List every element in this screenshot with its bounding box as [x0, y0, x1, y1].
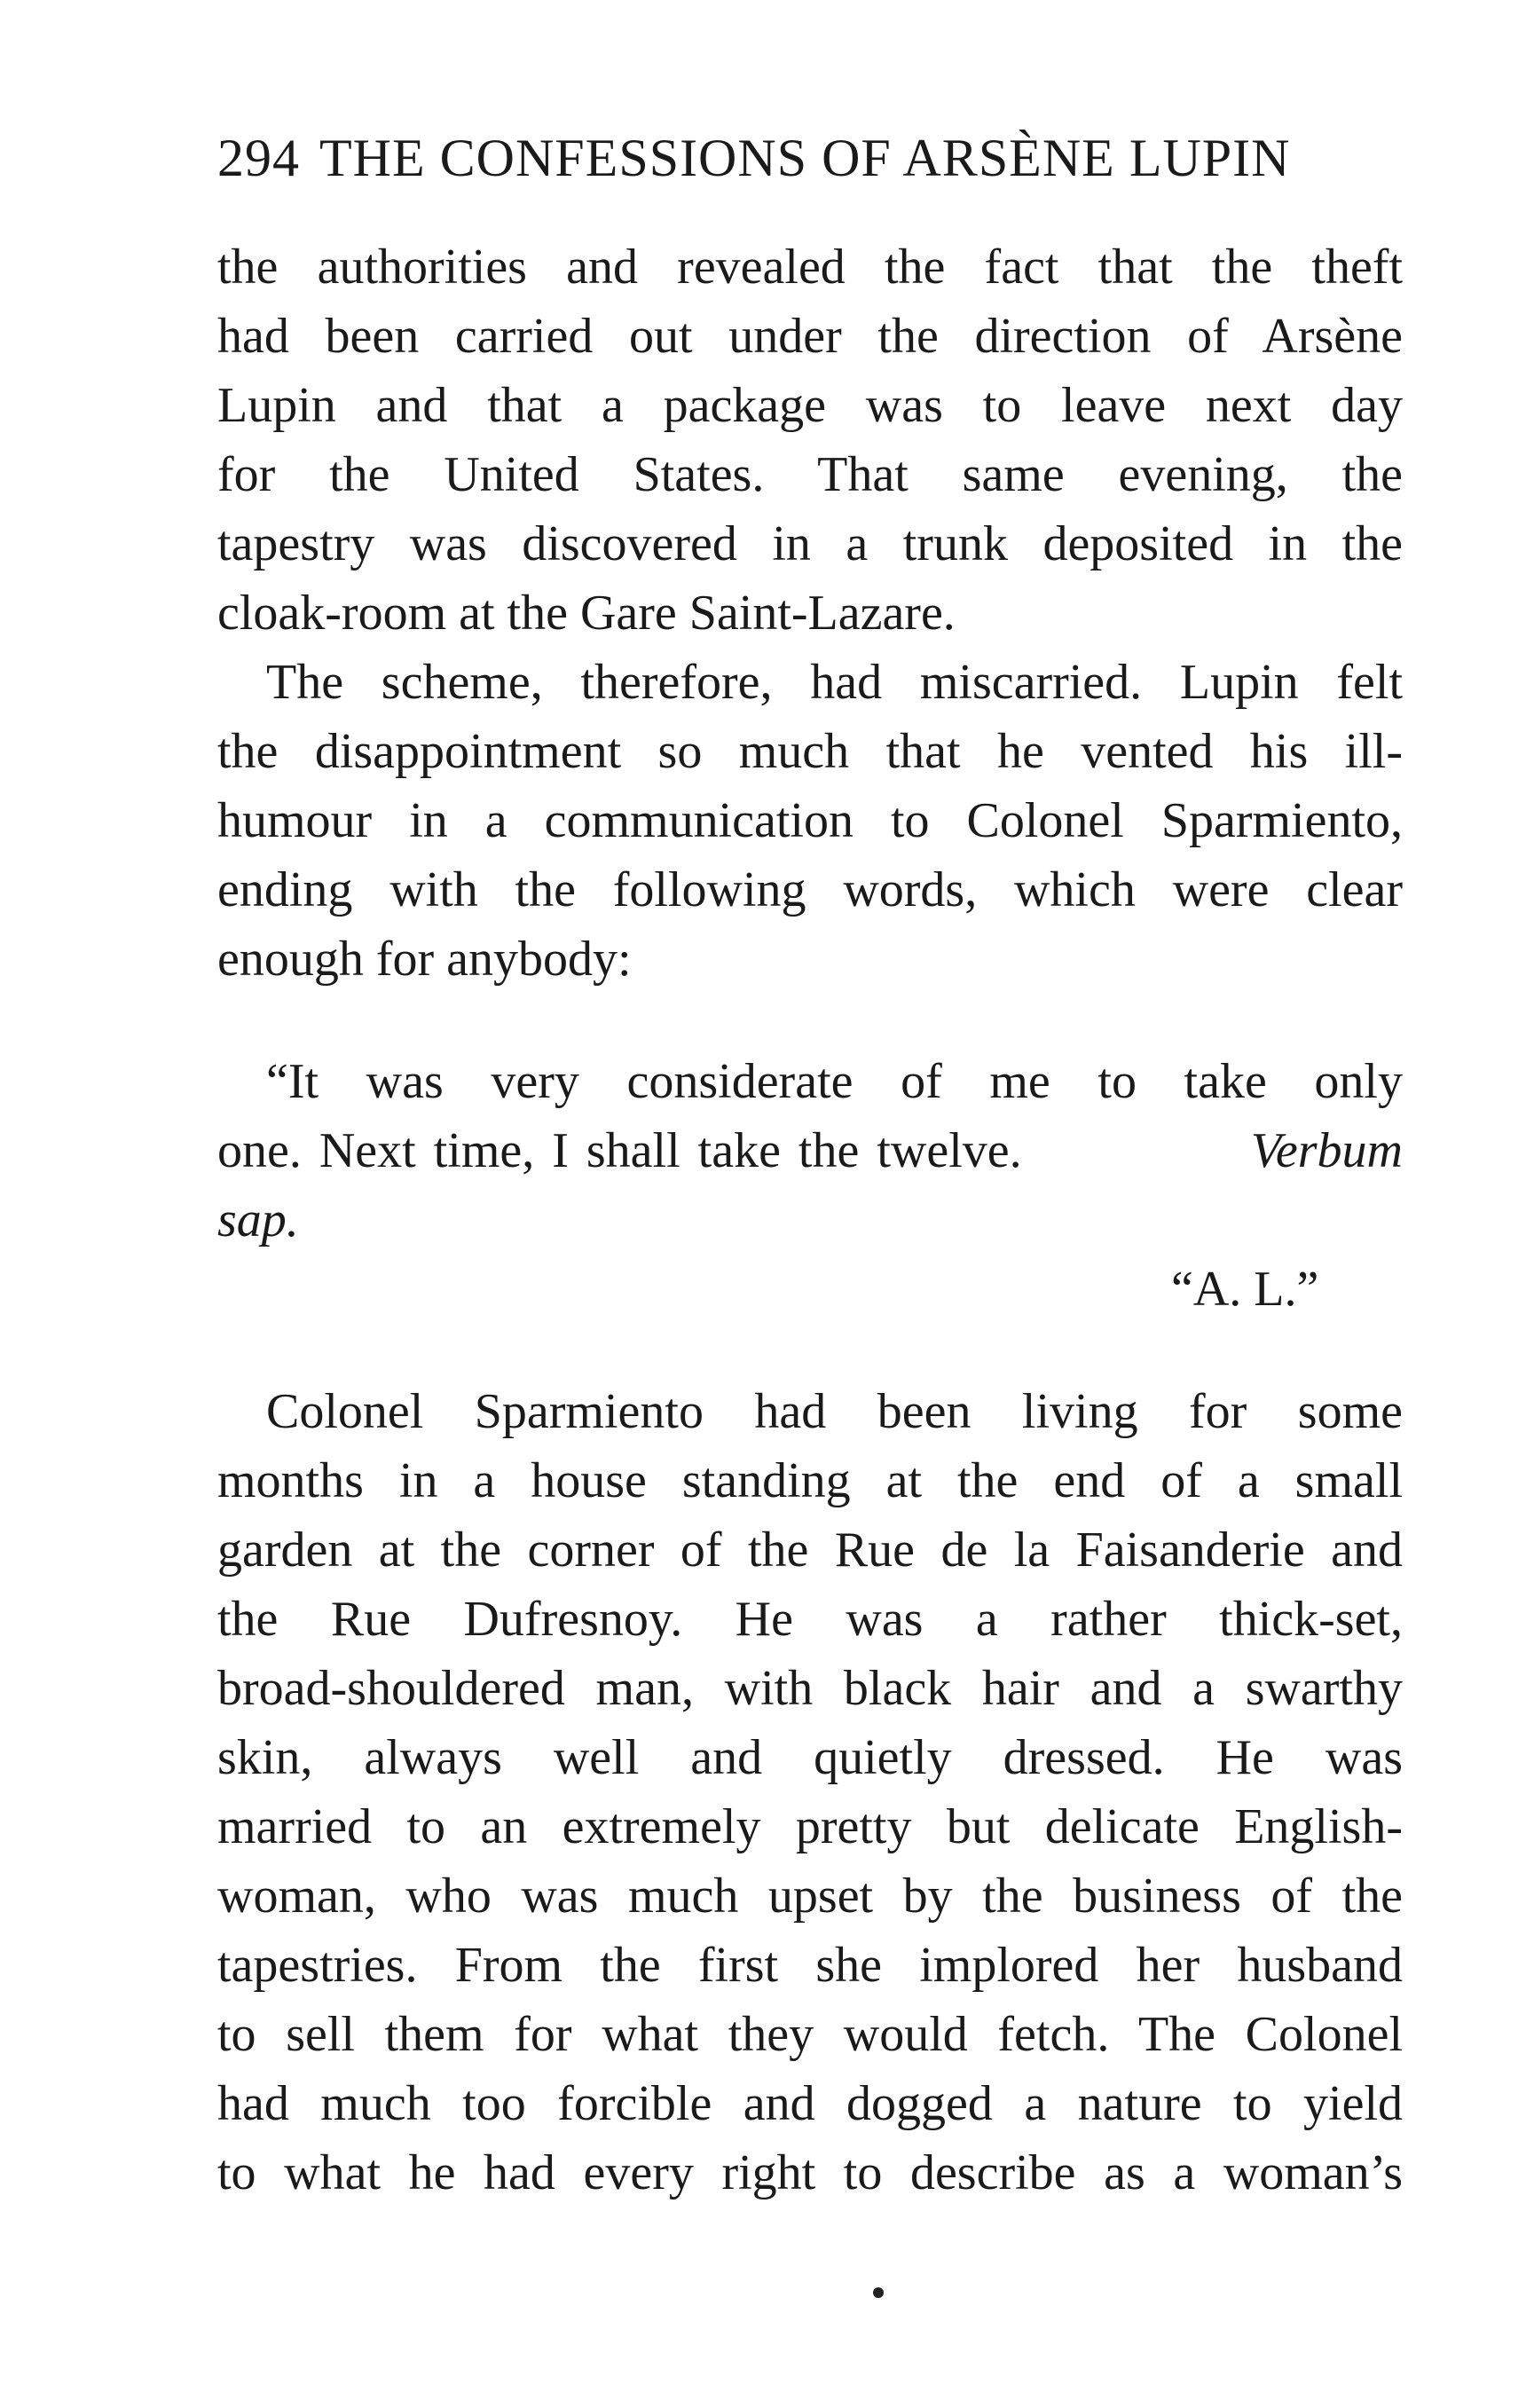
text-line: enough for anybody: — [217, 932, 632, 987]
text-line: broad-shouldered man, with black hair and a swarthy — [217, 1661, 1403, 1716]
signature-line: “A. L.” — [1171, 1262, 1319, 1317]
quote-line-italic — [217, 1185, 1403, 1255]
text-line: garden at the corner of the Rue de la Faisanderie and — [217, 1523, 1403, 1578]
text-line: to what he had every right to describe as a woman’s — [217, 2145, 1403, 2200]
text-line: had much too forcible and dogged a nature to yield — [217, 2076, 1403, 2131]
text-line: the Rue Dufresnoy. He was a rather thick-set, — [217, 1592, 1403, 1647]
quote-line: “It was very considerate of me to take only — [266, 1054, 1403, 1109]
book-title: THE CONFESSIONS OF ARSÈNE LUPIN — [319, 129, 1291, 187]
text-line: Lupin and that a package was to leave next day — [217, 378, 1403, 433]
text-line: married to an extremely pretty but delicate English- — [217, 1799, 1403, 1854]
text-line: the authorities and revealed the fact that the theft — [217, 240, 1403, 295]
text-line: woman, who was much upset by the business of the — [217, 1869, 1403, 1924]
text-line: skin, always well and quietly dressed. He was — [217, 1730, 1403, 1785]
quote-line — [217, 1116, 1403, 1185]
text-line: tapestries. From the first she implored her husband — [217, 1938, 1403, 1993]
paragraph-start-line: The scheme, therefore, had miscarried. Lupin felt — [266, 655, 1403, 710]
running-head — [217, 122, 1406, 193]
text-line: ending with the following words, which were clear — [217, 862, 1403, 917]
quote-text: one. Next time, I shall take the twelve. — [217, 1123, 1022, 1178]
text-line: to sell them for what they would fetch. The Colonel — [217, 2007, 1403, 2062]
text-line: had been carried out under the direction of Arsène — [217, 309, 1403, 364]
text-line: months in a house standing at the end of a small — [217, 1453, 1403, 1508]
quote-italic: Verbum — [1250, 1123, 1403, 1178]
text-line: the disappointment so much that he vented his ill- — [217, 724, 1403, 779]
text-line: cloak-room at the Gare Saint-Lazare. — [217, 586, 956, 641]
printer-mark — [873, 2287, 884, 2298]
text-line: tapestry was discovered in a trunk deposited in the — [217, 516, 1403, 571]
text-line: for the United States. That same evening, the — [217, 447, 1403, 502]
paragraph-start-line: Colonel Sparmiento had been living for some — [266, 1384, 1403, 1439]
quote-italic: sap. — [217, 1192, 299, 1247]
text-line: humour in a communication to Colonel Sparmiento, — [217, 793, 1403, 848]
page-number: 294 — [217, 129, 300, 187]
